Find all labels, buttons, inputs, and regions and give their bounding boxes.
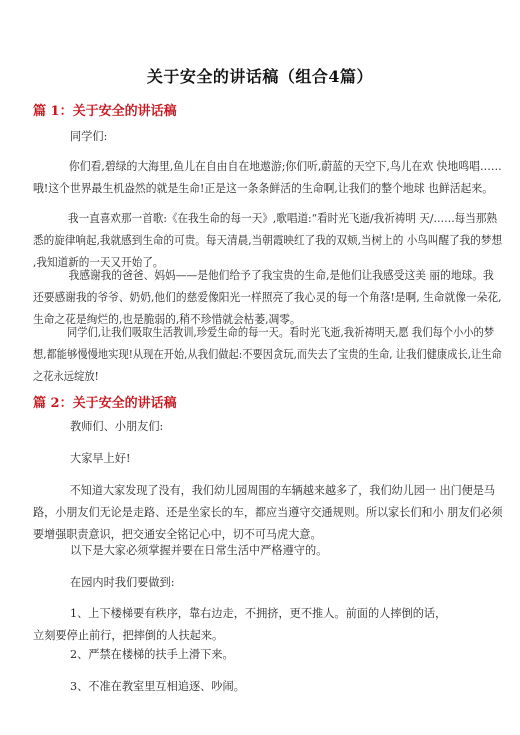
text-line: 悉的旋律响起,我就感到生命的可贵。每天清晨,当朝霞映红了我的双颊,当树上的 小鸟叫醒了我的梦想 bbox=[33, 234, 503, 247]
section-1-paragraph-1 bbox=[70, 126, 107, 148]
section-2-paragraph-4 bbox=[70, 540, 327, 562]
text-line: 哦!这个世界最生机盎然的就是生命!正是这一条条鲜活的生命啊,让我们的整个地球 也鲜活起来。 bbox=[33, 182, 494, 195]
text-line: 教师们、小朋友们: bbox=[70, 420, 164, 433]
text-line: 我一直喜欢那一首歌:《在我生命的每一天》,歌唱道:“看时光飞逝/我祈祷明 天/……每当那熟 bbox=[68, 212, 498, 225]
text-line: 以下是大家必须掌握并要在日常生活中严格遵守的。 bbox=[70, 544, 328, 557]
text-line: 同学们,让我们吸取生活教训,珍爱生命的每一天。看时光飞逝,我祈祷明天,愿 我们每个小小的梦 bbox=[66, 326, 495, 339]
document-title: 关于安全的讲话稿（组合4篇） bbox=[146, 67, 374, 86]
text-line: 1、上下楼梯要有秩序，靠右边走，不拥挤，更不推人。前面的人摔倒的话， bbox=[70, 607, 447, 620]
section-1-heading: 篇 1：关于安全的讲话稿 bbox=[33, 104, 177, 119]
section-1-paragraph-2 bbox=[33, 156, 517, 200]
text-line: 路，小朋友们无论是走路、还是坐家长的车，都应当遵守交通规则。所以家长们和小 朋友们必须 bbox=[33, 506, 503, 519]
text-line: 想,都能够慢慢地实现!从现在开始,从我们做起:不要因贪玩,而失去了宝贵的生命, 让我们健康成长,让生命 bbox=[33, 348, 502, 361]
text-line: 2、严禁在楼梯的扶手上滑下来。 bbox=[70, 648, 234, 661]
text-line: 在园内时我们要做到: bbox=[70, 576, 175, 589]
text-line: 大家早上好! bbox=[70, 452, 131, 465]
text-line: ,我知道新的一天又开始了。 bbox=[33, 256, 164, 269]
text-line: 我感谢我的爸爸、妈妈——是他们给予了我宝贵的生命,是他们让我感受这美 丽的地球。我 bbox=[68, 269, 494, 282]
section-2-paragraph-2 bbox=[70, 448, 130, 470]
section-2-paragraph-3 bbox=[33, 480, 506, 546]
text-line: 之花永远绽放! bbox=[33, 370, 99, 383]
text-line: 立刻要停止前行，把摔倒的人扶起来。 bbox=[33, 629, 224, 642]
text-line: 同学们: bbox=[70, 130, 108, 143]
text-line: 不知道大家发现了没有，我们幼儿园周围的车辆越来越多了，我们幼儿园一 出门便是马 bbox=[69, 484, 495, 497]
text-line: 要增强职责意识，把交通安全铭记心中，切不可马虎大意。 bbox=[33, 528, 322, 541]
text-line: 3、不准在教室里互相追逐、吵闹。 bbox=[70, 680, 245, 693]
section-2-paragraph-5 bbox=[70, 572, 174, 594]
section-2-heading: 篇 2：关于安全的讲话稿 bbox=[33, 396, 177, 411]
text-line: 生命之花是绚烂的,也是脆弱的,稍不珍惜就会枯萎,凋零。 bbox=[33, 313, 301, 326]
text-line: 你们看,碧绿的大海里,鱼儿在自由自在地遨游;你们听,蔚蓝的天空下,鸟儿在欢 快地鸣唱…… bbox=[68, 160, 502, 173]
section-2-paragraph-6 bbox=[33, 603, 446, 647]
text-line: 还要感谢我的爷爷、奶奶,他们的慈爱像阳光一样照亮了我心灵的每一个角落!是啊, 生命就像一朵花, bbox=[33, 291, 502, 304]
section-1-paragraph-5 bbox=[33, 322, 520, 388]
section-2-paragraph-1 bbox=[70, 416, 163, 438]
section-2-paragraph-8 bbox=[70, 676, 245, 698]
section-2-paragraph-7 bbox=[70, 644, 234, 666]
